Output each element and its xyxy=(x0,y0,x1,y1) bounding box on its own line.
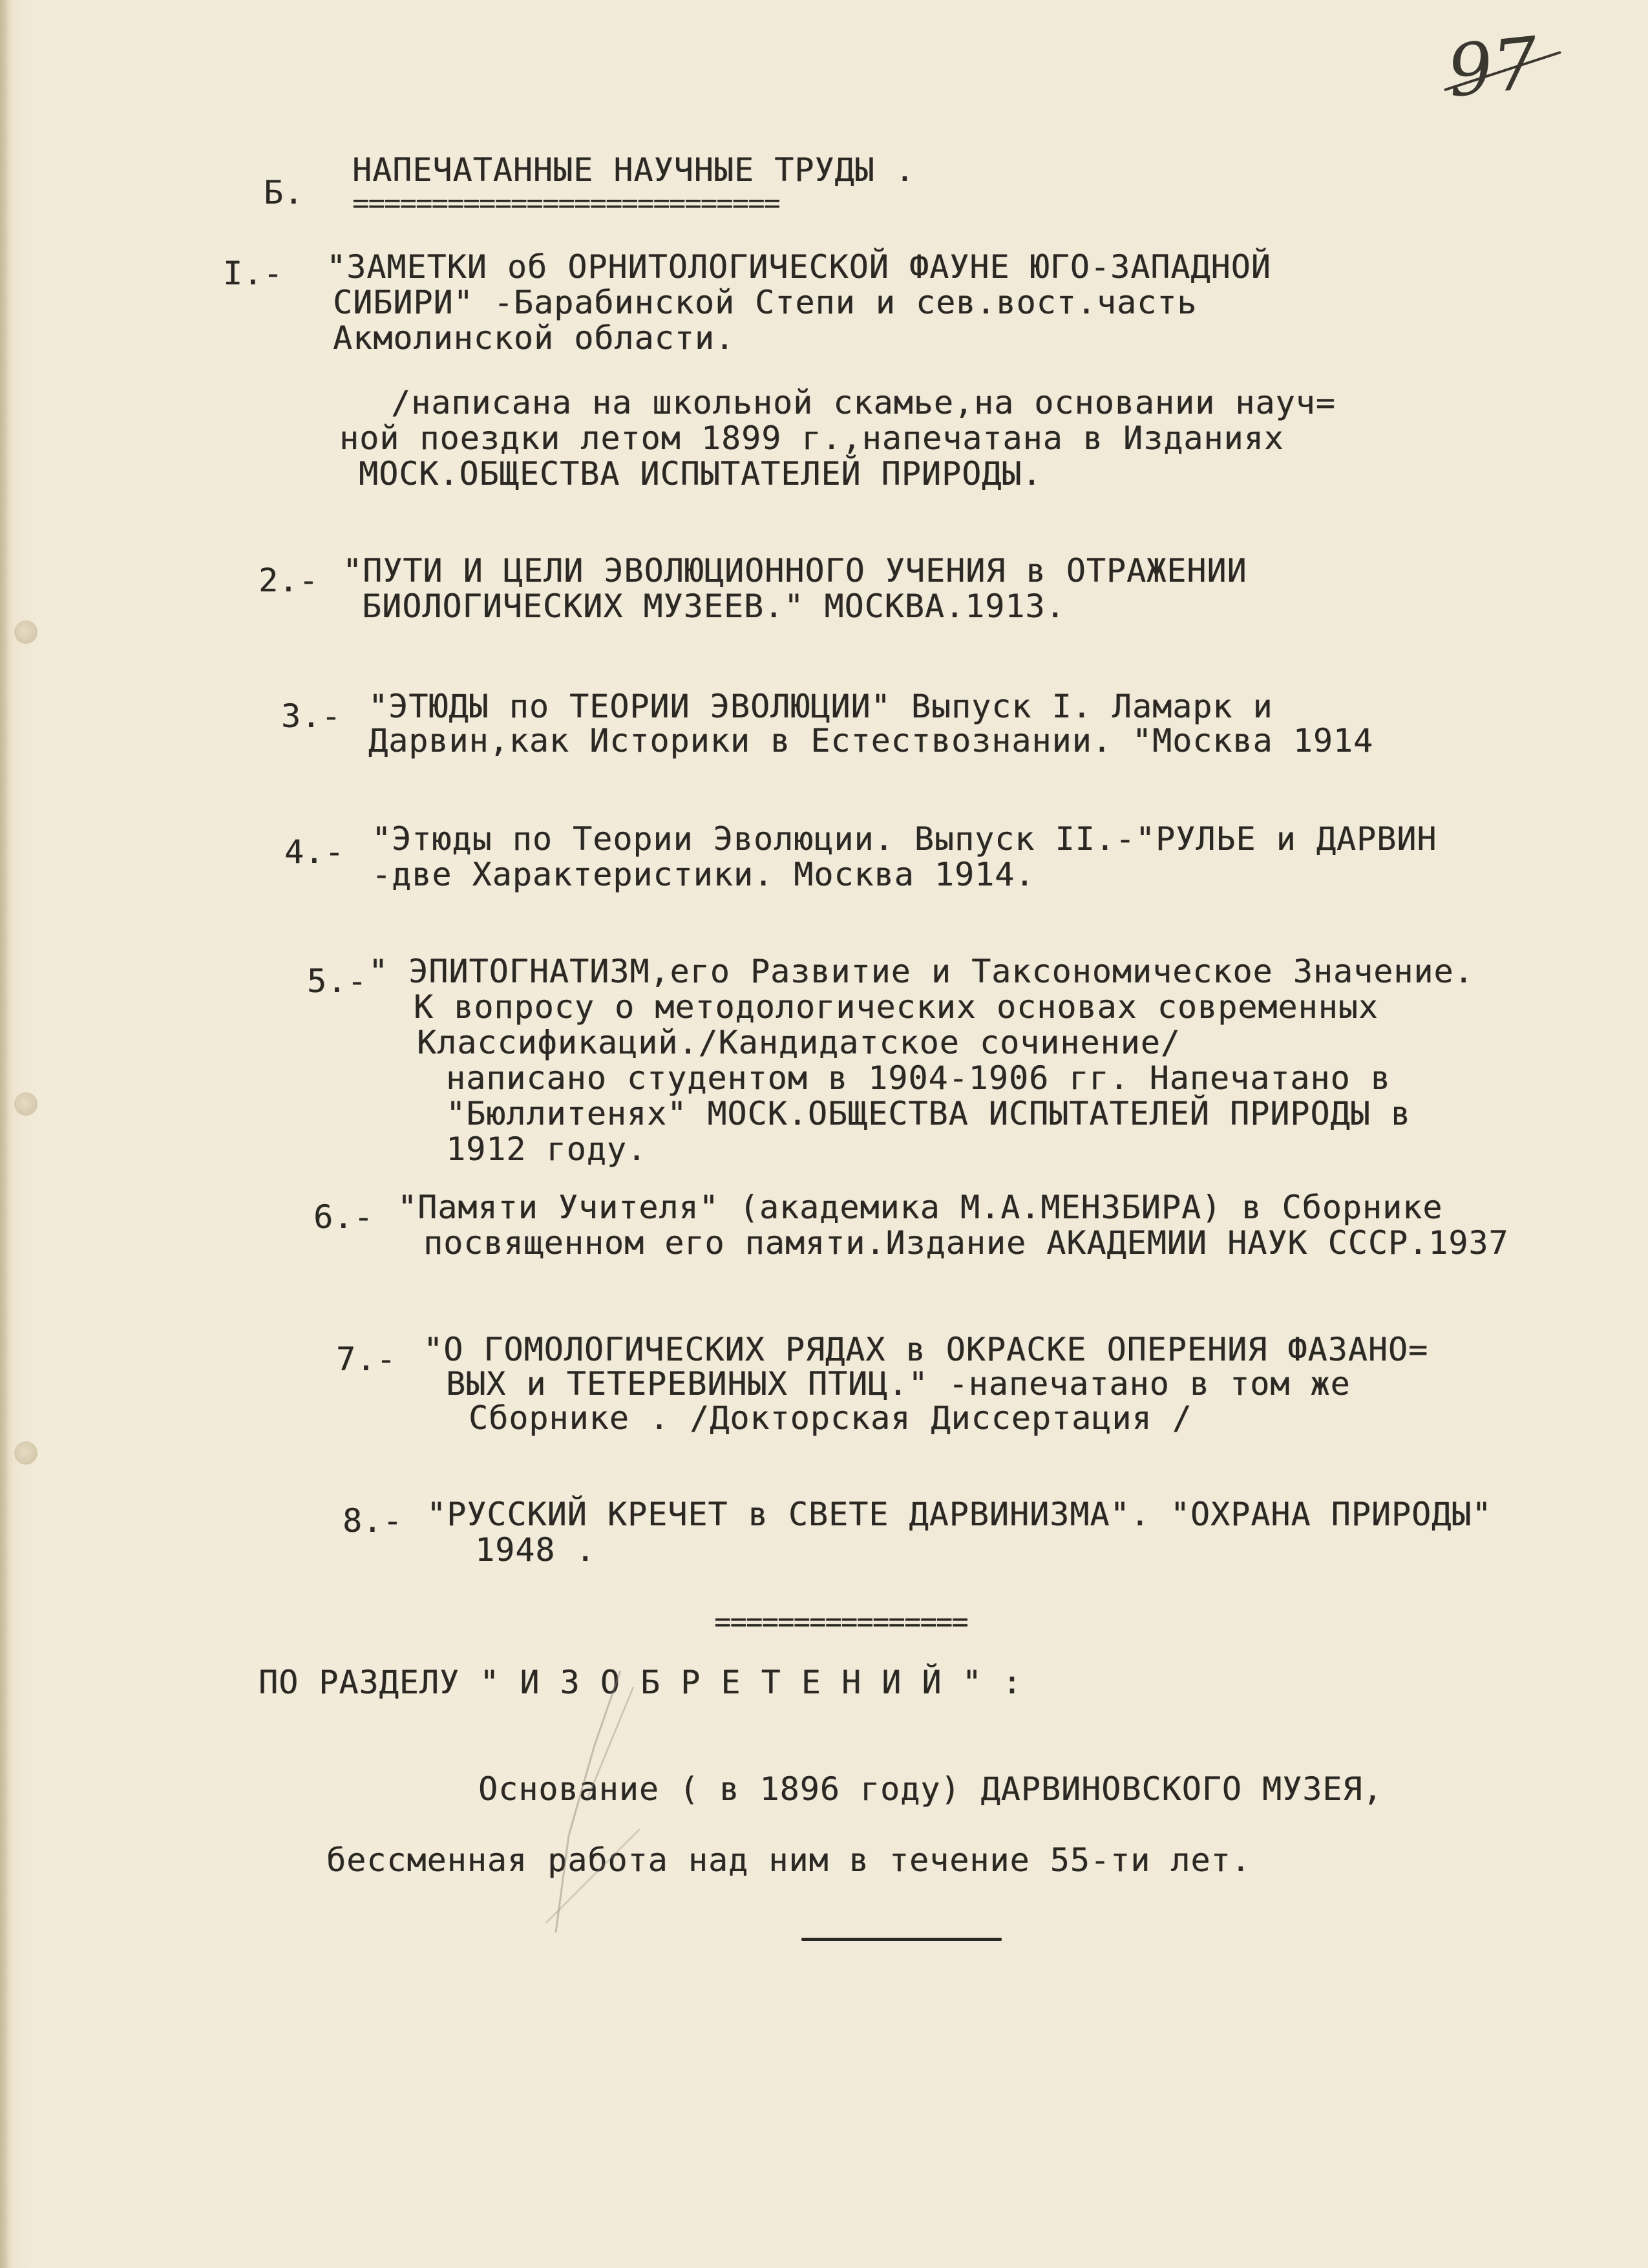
item-line: посвященном его памяти.Издание АКАДЕМИИ НАУК СССР.1937 xyxy=(423,1224,1509,1262)
item-number: 3.- xyxy=(281,697,342,735)
item-note-line: МОСК.ОБЩЕСТВА ИСПЫТАТЕЛЕЙ ПРИРОДЫ. xyxy=(359,455,1042,493)
item-line: "Памяти Учителя" (академика М.А.МЕНЗБИРА) в Сборнике xyxy=(397,1189,1443,1226)
item-number: 8.- xyxy=(343,1502,403,1540)
item-line: СИБИРИ" -Барабинской Степи и сев.вост.часть xyxy=(333,284,1198,321)
item-line: написано студентом в 1904-1906 гг. Напечатано в xyxy=(446,1059,1391,1097)
section-title: НАПЕЧАТАННЫЕ НАУЧНЫЕ ТРУДЫ . xyxy=(352,151,915,189)
item-line: " ЭПИТОГНАТИЗМ,его Развитие и Таксономическое Значение. xyxy=(368,953,1474,990)
closing-rule xyxy=(801,1938,1002,1941)
item-line: 1948 . xyxy=(475,1531,596,1569)
punch-hole xyxy=(14,620,37,644)
item-line: "О ГОМОЛОГИЧЕСКИХ РЯДАХ в ОКРАСКЕ ОПЕРЕНИЯ ФАЗАНО= xyxy=(423,1331,1429,1368)
item-number: 6.- xyxy=(313,1198,374,1236)
item-line: Акмолинской области. xyxy=(333,319,735,357)
item-line: Сборнике . /Докторская Диссертация / xyxy=(469,1399,1192,1437)
item-line: "ПУТИ И ЦЕЛИ ЭВОЛЮЦИОННОГО УЧЕНИЯ в ОТРАЖЕНИИ xyxy=(343,552,1247,589)
item-line: "Этюды по Теории Эволюции. Выпуск II.-"РУЛЬЕ и ДАРВИН xyxy=(372,820,1437,858)
item-note-line: ной поездки летом 1899 г.,напечатана в Изданиях xyxy=(339,419,1284,457)
section-separator: ================ xyxy=(714,1613,967,1632)
punch-hole xyxy=(14,1441,37,1465)
item-line: ВЫХ и ТЕТЕРЕВИНЫХ ПТИЦ." -напечатано в том же xyxy=(446,1365,1351,1403)
inventions-heading: ПО РАЗДЕЛУ " И З О Б Р Е Т Е Н И Й " : xyxy=(259,1664,1022,1701)
item-line: "РУССКИЙ КРЕЧЕТ в СВЕТЕ ДАРВИНИЗМА". "ОХРАНА ПРИРОДЫ" xyxy=(427,1496,1492,1533)
section-letter: Б. xyxy=(264,174,304,211)
item-number: 7.- xyxy=(336,1341,397,1378)
item-line: Классификаций./Кандидатское сочинение/ xyxy=(417,1024,1181,1061)
item-line: К вопросу о методологических основах современных xyxy=(414,988,1379,1026)
item-line: -две Характеристики. Москва 1914. xyxy=(372,856,1035,893)
item-line: Дарвин,как Историки в Естествознании. "Москва 1914 xyxy=(368,722,1374,759)
punch-hole xyxy=(14,1092,37,1116)
page-edge-shadow xyxy=(0,0,9,2268)
item-number: 2.- xyxy=(259,562,319,599)
section-title-underline: =========================== xyxy=(352,194,780,213)
item-line: БИОЛОГИЧЕСКИХ МУЗЕЕВ." МОСКВА.1913. xyxy=(362,588,1066,625)
item-line: "ЭТЮДЫ по ТЕОРИИ ЭВОЛЮЦИИ" Выпуск I. Ламарк и xyxy=(368,688,1273,725)
item-number: 5.- xyxy=(307,962,368,1000)
item-number: I.- xyxy=(223,255,284,292)
inventions-line: Основание ( в 1896 году) ДАРВИНОВСКОГО МУЗЕЯ, xyxy=(478,1770,1383,1808)
handwritten-page-number: 97 xyxy=(1443,21,1543,113)
item-line: "ЗАМЕТКИ об ОРНИТОЛОГИЧЕСКОЙ ФАУНЕ ЮГО-ЗАПАДНОЙ xyxy=(326,248,1271,286)
inventions-line: бессменная работа над ним в течение 55-ти лет. xyxy=(326,1841,1251,1879)
item-number: 4.- xyxy=(284,833,345,871)
item-note-line: /написана на школьной скамье,на основании науч= xyxy=(391,384,1336,421)
item-line: 1912 году. xyxy=(446,1130,648,1168)
item-line: "Бюллитенях" МОСК.ОБЩЕСТВА ИСПЫТАТЕЛЕЙ ПРИРОДЫ в xyxy=(446,1095,1411,1132)
